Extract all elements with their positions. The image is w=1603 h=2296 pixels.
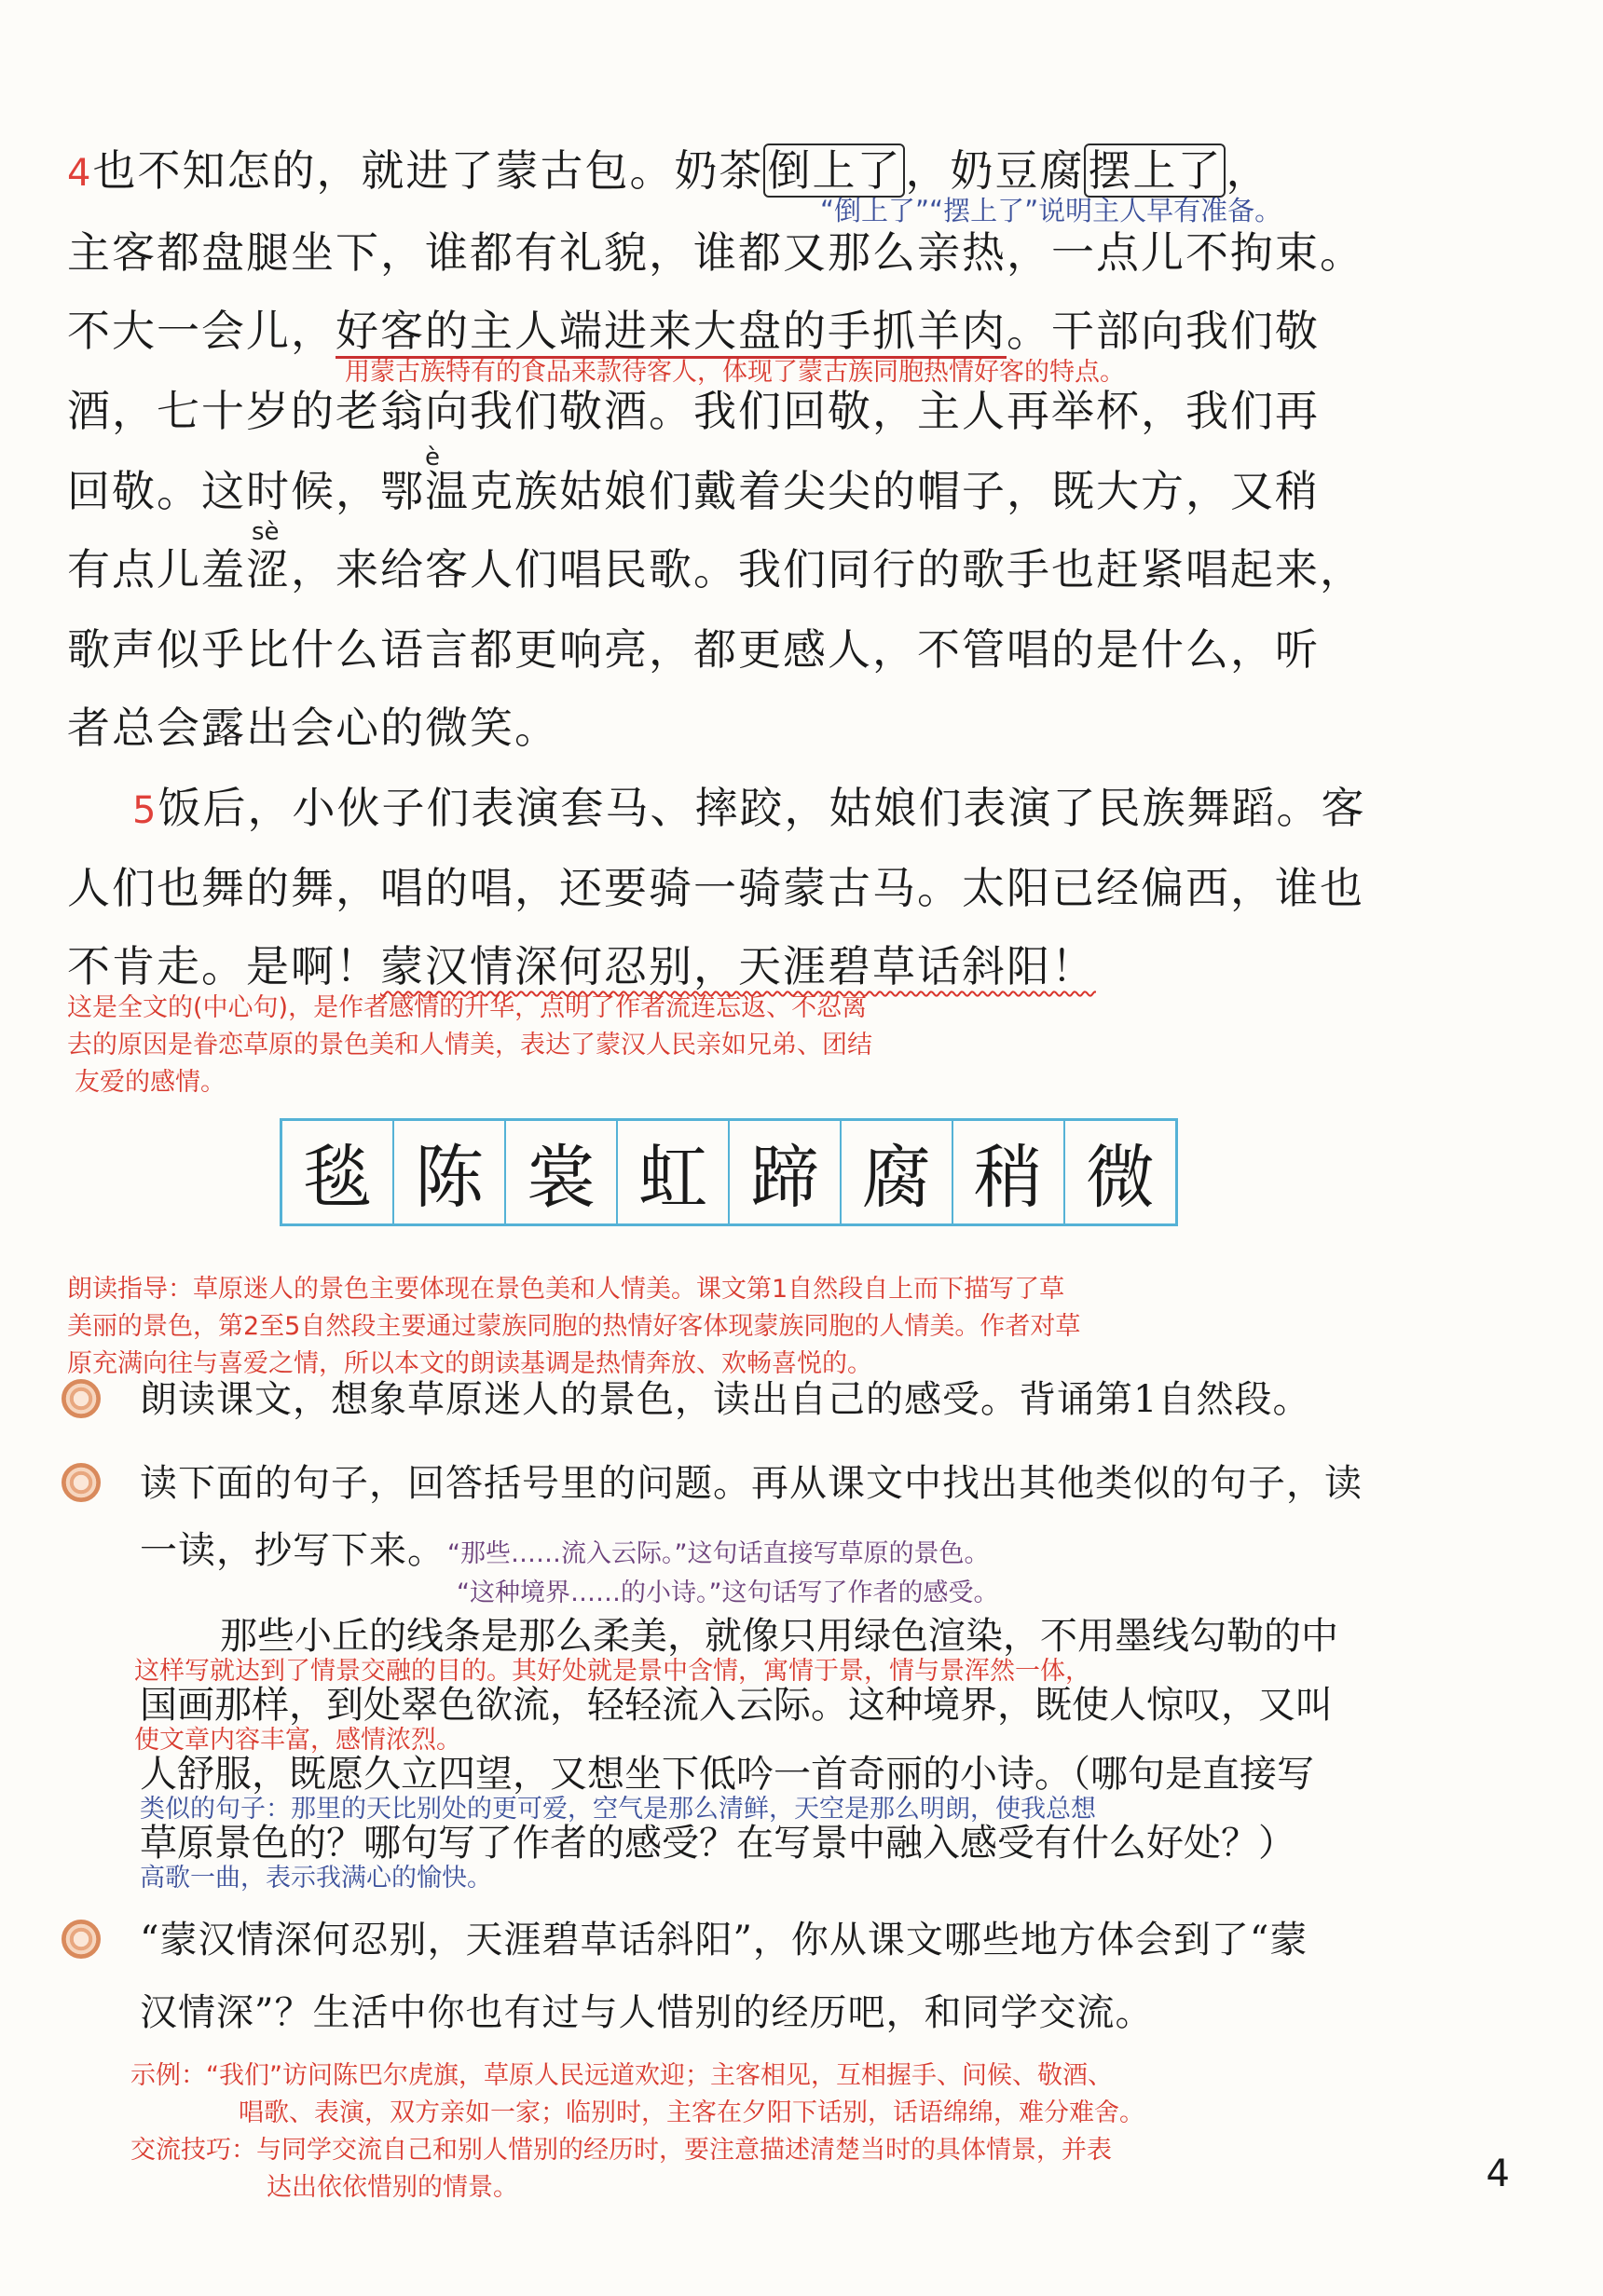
quote-line3: 人舒服，既愿久立四望，又想坐下低吟一首奇丽的小诗。（哪句是直接写 (140, 1753, 1314, 1796)
character-cell: 腐 (842, 1121, 953, 1223)
character-cell: 毯 (282, 1121, 394, 1223)
reading-guide-line2: 美丽的景色，第2至5自然段主要通过蒙族同胞的热情好客体现蒙族同胞的人情美。作者对草 (67, 1312, 1081, 1341)
central-sentence: 蒙汉情深何忍别，天涯碧草话斜阳！ (380, 941, 1096, 991)
para4-line6: 有点儿羞涩，来给客人们唱民歌。我们同行的歌手也赶紧唱起来， (67, 544, 1364, 594)
page-number: 4 (1486, 2152, 1510, 2195)
para4-line3-text-b: 。干部向我们敬 (1007, 306, 1320, 356)
reading-guide-line3: 原充满向往与喜爱之情，所以本文的朗读基调是热情奔放、欢畅喜悦的。 (67, 1349, 872, 1378)
para5-number: 5 (132, 789, 158, 832)
exercise-2-line2: 一读，抄写下来。 (140, 1529, 445, 1572)
para4-line1-text-b: ，奶豆腐 (905, 145, 1085, 196)
answer-similar-2: 高歌一曲，表示我满心的愉快。 (140, 1864, 492, 1893)
para5-line3 (67, 941, 1096, 991)
para5-line1 (132, 783, 1366, 833)
para4-line8: 者总会露出会心的微笑。 (67, 703, 559, 753)
example-answer-1: 示例：“我们”访问陈巴尔虎旗，草原人民远道欢迎；主客相见，互相握手、问候、敬酒、 (130, 2061, 1113, 2090)
reading-guide-line1: 朗读指导：草原迷人的景色主要体现在景色美和人情美。课文第1自然段自上而下描写了草 (67, 1275, 1065, 1304)
exercise-bullet-icon (62, 1920, 101, 1959)
exchange-tips-1: 交流技巧：与同学交流自己和别人惜别的经历时，要注意描述清楚当时的具体情景，并表 (130, 2136, 1112, 2165)
quote-line2: 国画那样，到处翠色欲流，轻轻流入云际。这种境界，既使人惊叹，又叫 (140, 1684, 1333, 1727)
character-cell: 蹄 (730, 1121, 842, 1223)
para4-line3 (67, 306, 1320, 356)
character-cell: 裳 (506, 1121, 618, 1223)
answer-benefit-1: 这样写就达到了情景交融的目的。其好处就是景中含情，寓情于景，情与景浑然一体， (134, 1657, 1090, 1686)
para4-line1-text-c: ， (1226, 145, 1271, 196)
annotation-central-3: 友爱的感情。 (75, 1068, 226, 1097)
para4-line4: 酒，七十岁的老翁向我们敬酒。我们回敬，主人再举杯，我们再 (67, 386, 1320, 436)
para4-line3-text: 不大一会儿， (67, 306, 336, 356)
boxed-phrase-1: 倒上了 (763, 144, 905, 198)
para5-line3-text: 不肯走。是啊！ (67, 941, 380, 991)
annotation-hospitality: 用蒙古族特有的食品来款待客人，体现了蒙古族同胞热情好客的特点。 (345, 358, 1125, 387)
para4-number: 4 (67, 152, 93, 195)
exercise-3-line2: 汉情深”？生活中你也有过与人惜别的经历吧，和同学交流。 (140, 1991, 1154, 2034)
para4-line5: 回敬。这时候，鄂温克族姑娘们戴着尖尖的帽子，既大方，又稍 (67, 466, 1320, 516)
exercise-bullet-icon (62, 1463, 101, 1502)
para4-line1-text: 也不知怎的，就进了蒙古包。奶茶 (92, 145, 764, 196)
annotation-central-1: 这是全文的(中心句)，是作者感情的升华，点明了作者流连忘返、不忍离 (67, 993, 868, 1022)
pinyin-se: sè (252, 518, 280, 546)
quote-line1: 那些小丘的线条是那么柔美，就像只用绿色渲染，不用墨线勾勒的中 (220, 1615, 1338, 1658)
quote-line4: 草原景色的？哪句写了作者的感受？在写景中融入感受有什么好处？） (140, 1822, 1295, 1865)
para4-line1 (67, 145, 1271, 196)
para4-line2: 主客都盘腿坐下，谁都有礼貌，谁都又那么亲热，一点儿不拘束。 (67, 227, 1364, 278)
exercise-bullet-icon (62, 1379, 101, 1418)
boxed-phrase-2: 摆上了 (1084, 144, 1226, 198)
annotation-prepared: “倒上了”“摆上了”说明主人早有准备。 (820, 195, 1282, 226)
exercise-1: 朗读课文，想象草原迷人的景色，读出自己的感受。背诵第1自然段。 (140, 1378, 1311, 1421)
character-cell: 虹 (618, 1121, 730, 1223)
answer-similar-1: 类似的句子：那里的天比别处的更可爱，空气是那么清鲜，天空是那么明朗，使我总想 (140, 1795, 1096, 1824)
exercise-3-line1: “蒙汉情深何忍别，天涯碧草话斜阳”，你从课文哪些地方体会到了“蒙 (140, 1919, 1308, 1961)
answer-feeling: “这种境界……的小诗。”这句话写了作者的感受。 (457, 1578, 999, 1607)
answer-benefit-2: 使文章内容丰富，感情浓烈。 (134, 1726, 461, 1755)
character-cell: 陈 (394, 1121, 506, 1223)
para4-line7: 歌声似乎比什么语言都更响亮，都更感人，不管唱的是什么，听 (67, 624, 1320, 675)
character-grid (280, 1118, 1178, 1226)
character-cell: 稍 (953, 1121, 1065, 1223)
example-answer-2: 唱歌、表演，双方亲如一家；临别时，主客在夕阳下话别，话语绵绵，难分难舍。 (239, 2098, 1144, 2127)
character-cell: 微 (1086, 1138, 1155, 1218)
pinyin-e: è (425, 444, 440, 472)
para5-line2: 人们也舞的舞，唱的唱，还要骑一骑蒙古马。太阳已经偏西，谁也 (67, 863, 1364, 913)
para5-line1-text: 饭后，小伙子们表演套马、摔跤，姑娘们表演了民族舞蹈。客 (158, 783, 1366, 833)
exercise-2-line1: 读下面的句子，回答括号里的问题。再从课文中找出其他类似的句子，读 (140, 1462, 1363, 1505)
underlined-sentence: 好客的主人端进来大盘的手抓羊肉 (336, 306, 1007, 359)
exchange-tips-2: 达出依依惜别的情景。 (267, 2173, 518, 2202)
annotation-central-2: 去的原因是眷恋草原的景色美和人情美，表达了蒙汉人民亲如兄弟、团结 (67, 1031, 872, 1059)
answer-direct-scene: “那些……流入云际。”这句话直接写草原的景色。 (447, 1539, 990, 1568)
